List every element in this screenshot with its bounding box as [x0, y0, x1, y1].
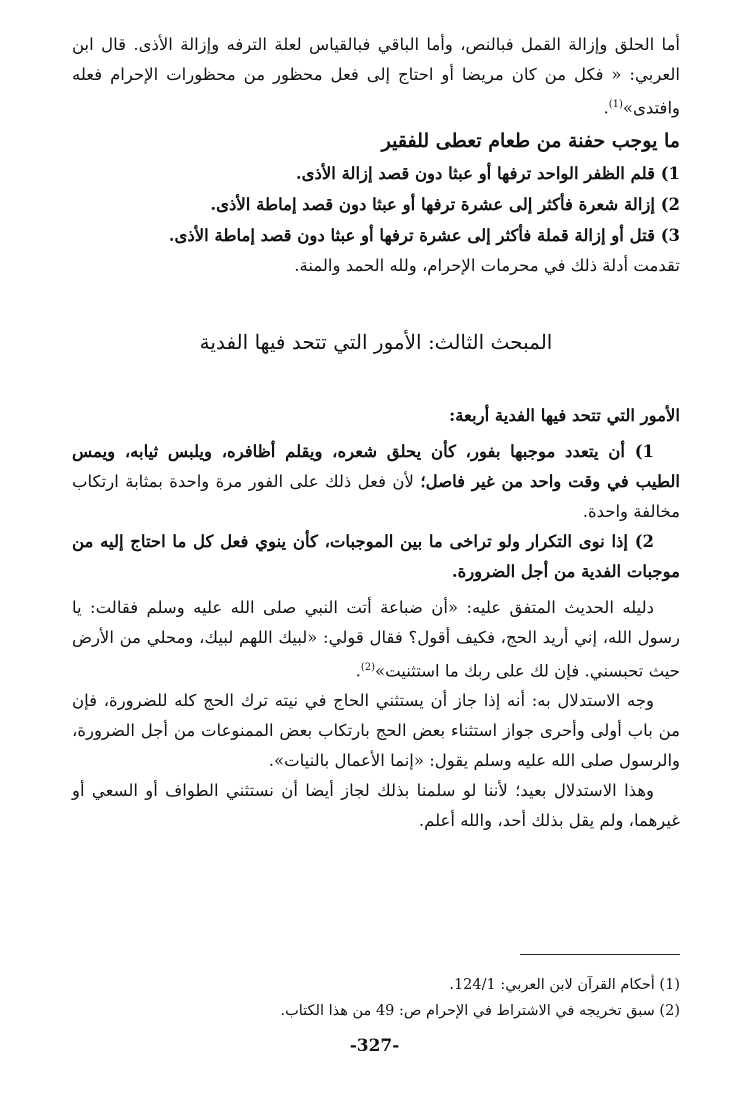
- footnote-ref-2[interactable]: (2): [360, 661, 375, 673]
- footnotes: [72, 972, 680, 1024]
- evidence-text: دليله الحديث المتفق عليه: «أن ضباعة أتت النبي صلى الله عليه وسلم فقالت: يا رسول الله، إني أريد الحج، فكيف أقول؟ فقال قولي: «لبيك اللهم لبيك، ومحلي من الأرض حيث تحبسني. فإن لك على ربك ما استثنيت»: [72, 597, 680, 680]
- hafna-item-2: 2) إزالة شعرة فأكثر إلى عشرة ترفها أو عبثا دون قصد إماطة الأذى.: [210, 194, 680, 214]
- evidence-end: .: [355, 661, 361, 680]
- page-body: [72, 30, 680, 836]
- intro-paragraph: [72, 30, 680, 124]
- intro-end: .: [603, 98, 609, 118]
- hafna-item-1: 1) قلم الظفر الواحد ترفها أو عبثا دون قصد إزالة الأذى.: [295, 163, 680, 183]
- unity-intro: الأمور التي تتحد فيها الفدية أربعة:: [449, 405, 680, 425]
- rebuttal-paragraph: وهذا الاستدلال بعيد؛ لأننا لو سلمنا بذلك لجاز أيضا أن نستثني الطواف أو السعي أو غيرهما، ولم يقل بذلك أحد، والله أعلم.: [72, 781, 680, 830]
- footnote-2: (2) سبق تخريجه في الاشتراط في الإحرام ص: 49 من هذا الكتاب.: [280, 1003, 680, 1019]
- unity-item-1: [72, 437, 680, 527]
- unity-item-1-rest: لأن فعل ذلك على الفور مرة واحدة بمثابة ارتكاب مخالفة واحدة.: [72, 471, 680, 521]
- hafna-item-3: 3) قتل أو إزالة قملة فأكثر إلى عشرة ترفها أو عبثا دون قصد إماطة الأذى.: [168, 225, 680, 245]
- inference-paragraph: وجه الاستدلال به: أنه إذا جاز أن يستثني الحاج في نيته ترك الحج كله للضرورة، فإن من باب أولى وأحرى جواز استثناء بعض الحج بارتكاب بعض الممنوعات من أجل الضرورة، والرسول صلى الله عليه وسلم يقول: «إنما الأعمال بالنيات».: [72, 691, 680, 770]
- page-number: -327-: [349, 1036, 400, 1056]
- footnote-divider: [520, 954, 680, 955]
- section-title: المبحث الثالث: الأمور التي تتحد فيها الفدية: [199, 329, 553, 354]
- hafna-closing: تقدمت أدلة ذلك في محرمات الإحرام، ولله الحمد والمنة.: [294, 255, 680, 275]
- footnote-1: (1) أحكام القرآن لابن العربي: 124/1.: [449, 977, 680, 993]
- footnote-ref-1[interactable]: (1): [608, 99, 623, 110]
- hafna-heading: ما يوجب حفنة من طعام تعطى للفقير: [381, 129, 680, 152]
- unity-item-1-bold: 1) أن يتعدد موجبها بفور، كأن يحلق شعره، ويقلم أظافره، ويلبس ثيابه، ويمس الطيب في وقت واحد من غير فاصل؛: [72, 441, 681, 491]
- intro-text: أما الحلق وإزالة القمل فبالنص، وأما الباقي فبالقياس لعلة الترفه وإزالة الأذى. قال ابن العربي: « فكل من كان مريضا أو احتاج إلى فعل محظور من محظورات الإحرام فعله وافتدى»: [72, 35, 680, 118]
- evidence-paragraph: [72, 593, 680, 687]
- unity-item-2: 2) إذا نوى التكرار ولو تراخى ما بين الموجبات، كأن ينوي فعل كل ما احتاج إليه من موجبات الفدية من أجل الضرورة.: [72, 531, 680, 581]
